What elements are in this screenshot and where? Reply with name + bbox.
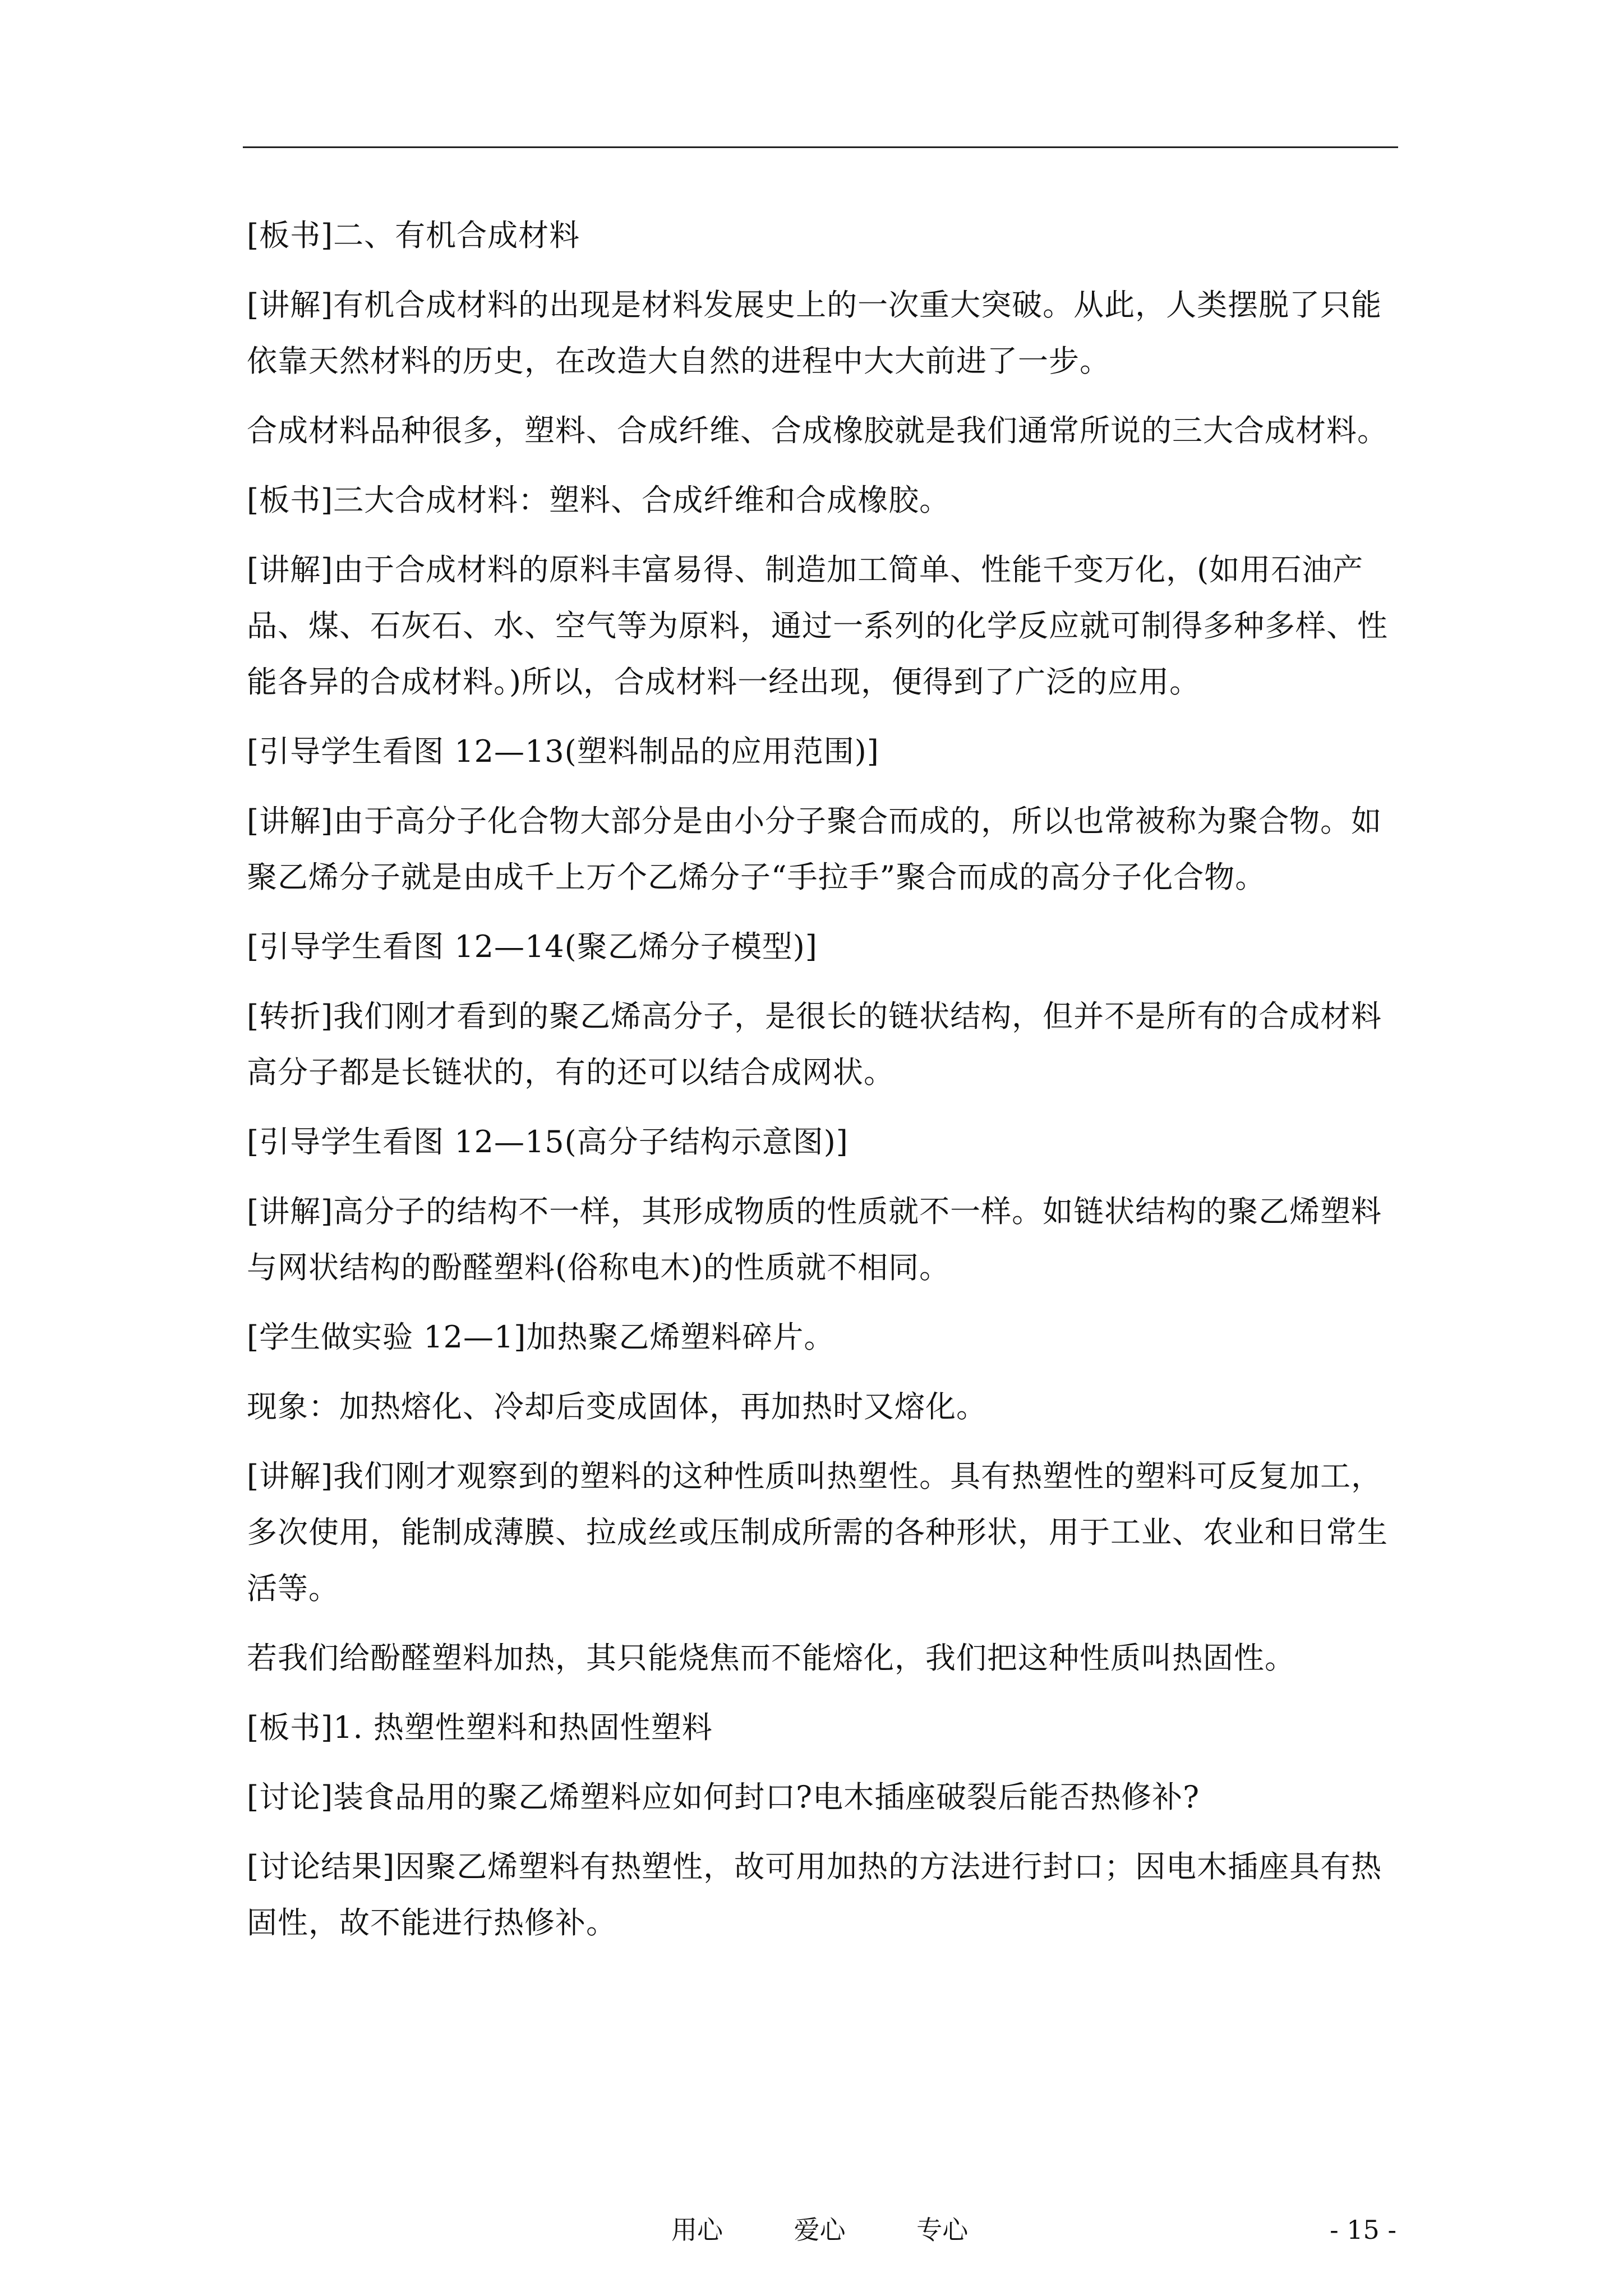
paragraph: [板书]三大合成材料：塑料、合成纤维和合成橡胶。 <box>247 482 951 518</box>
paragraph: [讲解]高分子的结构不一样，其形成物质的性质就不一样。如链状结构的聚乙烯塑料与网状结构的酚醛塑料(俗称电木)的性质就不相同。 <box>247 1194 1382 1285</box>
paragraph: [学生做实验 12—1]加热聚乙烯塑料碎片。 <box>247 1319 835 1355</box>
paragraph: [讲解]由于合成材料的原料丰富易得、制造加工简单、性能千变万化，(如用石油产品、煤、石灰石、水、空气等为原料，通过一系列的化学反应就可制得多种多样、性能各异的合成材料。)所以，合成材料一经出现，便得到了广泛的应用。 <box>247 552 1388 700</box>
footer-slogan <box>671 2213 968 2247</box>
header-rule <box>243 146 1398 148</box>
paragraph: [板书]二、有机合成材料 <box>247 218 580 253</box>
paragraph: [引导学生看图 12—14(聚乙烯分子模型)] <box>247 929 818 964</box>
paragraph: [引导学生看图 12—13(塑料制品的应用范围)] <box>247 734 879 769</box>
footer-slogan-word: 专心 <box>916 2215 969 2245</box>
paragraph: 合成材料品种很多，塑料、合成纤维、合成橡胶就是我们通常所说的三大合成材料。 <box>247 413 1388 448</box>
footer-slogan-word: 爱心 <box>794 2215 846 2245</box>
page-number: - 15 - <box>1330 2215 1396 2245</box>
paragraph: 若我们给酚醛塑料加热，其只能烧焦而不能熔化，我们把这种性质叫热固性。 <box>247 1640 1295 1676</box>
paragraph: [讨论结果]因聚乙烯塑料有热塑性，故可用加热的方法进行封口；因电木插座具有热固性，故不能进行热修补。 <box>247 1849 1382 1940</box>
document-body <box>247 208 1394 1964</box>
paragraph: [讲解]我们刚才观察到的塑料的这种性质叫热塑性。具有热塑性的塑料可反复加工，多次使用，能制成薄膜、拉成丝或压制成所需的各种形状，用于工业、农业和日常生活等。 <box>247 1458 1388 1606</box>
paragraph: [转折]我们刚才看到的聚乙烯高分子，是很长的链状结构，但并不是所有的合成材料高分子都是长链状的，有的还可以结合成网状。 <box>247 999 1382 1090</box>
paragraph: [引导学生看图 12—15(高分子结构示意图)] <box>247 1124 849 1159</box>
paragraph: [讲解]由于高分子化合物大部分是由小分子聚合而成的，所以也常被称为聚合物。如聚乙烯分子就是由成千上万个乙烯分子“手拉手”聚合而成的高分子化合物。 <box>247 803 1382 895</box>
paragraph: [讨论]装食品用的聚乙烯塑料应如何封口?电木插座破裂后能否热修补? <box>247 1779 1200 1815</box>
paragraph: [讲解]有机合成材料的出现是材料发展史上的一次重大突破。从此，人类摆脱了只能依靠天然材料的历史，在改造大自然的进程中大大前进了一步。 <box>247 287 1382 379</box>
footer-slogan-word: 用心 <box>671 2215 723 2245</box>
paragraph: [板书]1. 热塑性塑料和热固性塑料 <box>247 1710 713 1745</box>
paragraph: 现象：加热熔化、冷却后变成固体，再加热时又熔化。 <box>247 1389 987 1424</box>
